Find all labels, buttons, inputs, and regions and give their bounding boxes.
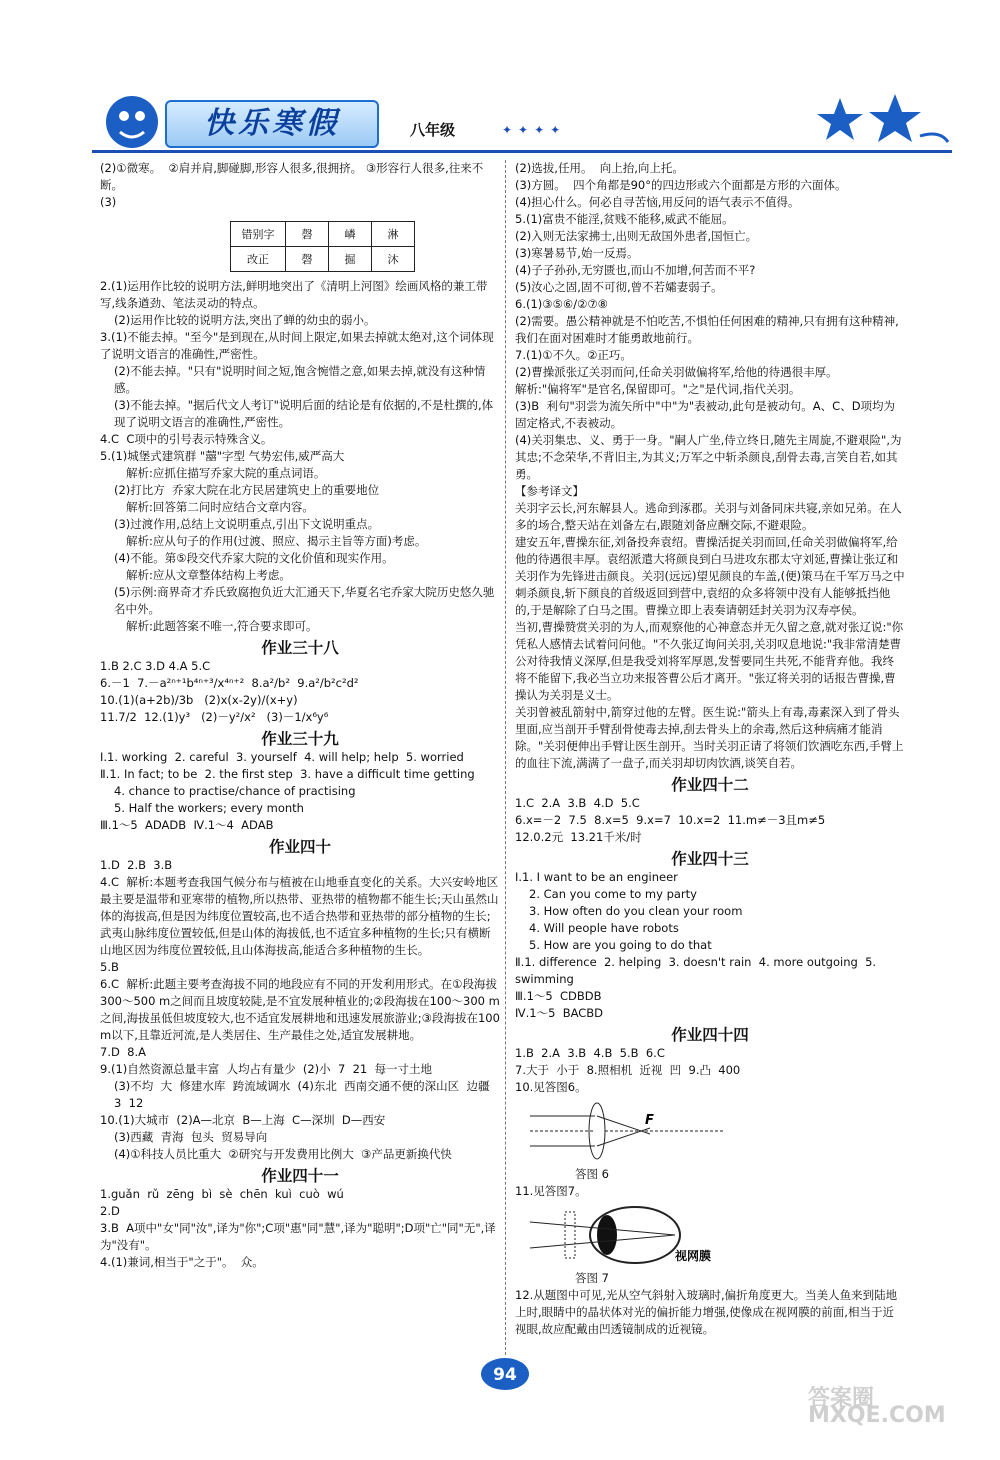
answer-line: 【参考译文】 — [515, 484, 584, 498]
answer-line: (4)子子孙孙,无穷匮也,而山不加增,何苦而不平? — [515, 263, 756, 277]
answer-line: 1.guǎn rǔ zēng bì sè chēn kuì cuò wú — [100, 1187, 344, 1201]
answer-line: (3) — [100, 195, 117, 209]
figure-caption: 答图 6 — [575, 1167, 609, 1181]
column-divider — [505, 160, 506, 1355]
table-cell: 错别字 — [231, 222, 286, 247]
section-title: 作业四十二 — [671, 775, 749, 794]
answer-line: 5. Half the workers; every month — [114, 801, 304, 815]
grade-label: 八年级 — [410, 121, 456, 139]
brand-title: 快乐寒假 — [204, 106, 340, 141]
retina-label: 视网膜 — [675, 1249, 712, 1263]
answer-line: (2)入则无法家拂士,出则无敌国外患者,国恒亡。 — [515, 229, 758, 243]
answer-line: 5. How are you going to do that — [529, 938, 712, 952]
answer-line: 2.(1)运用作比较的说明方法,鲜明地突出了《清明上河图》绘画风格的兼工带写,线条遒劲、笔法灵动的特点。 — [100, 279, 488, 310]
answer-line: (4)关羽集忠、义、勇于一身。"嗣人广坐,侍立终日,随先主周旋,不避艰险",为其忠;不念荣华,不背旧主,为其义;万军之中斩杀颜良,刮骨去毒,言笑自若,如其勇。 — [515, 433, 902, 481]
answer-line: (2)①微寒。 ②肩并肩,脚碰脚,形容人很多,很拥挤。 ③形容行人很多,往来不断。 — [100, 161, 484, 192]
answer-line: 7.大于 小于 8.照相机 近视 凹 9.凸 400 — [515, 1063, 741, 1077]
answer-line: Ⅳ.1～5 BACBD — [515, 1006, 604, 1020]
answer-line: 10.(1)大城市 (2)A—北京 B—上海 C—深圳 D—西安 — [100, 1113, 386, 1127]
answer-line: 解析:应从句子的作用(过渡、照应、揭示主旨等方面)考虑。 — [126, 534, 427, 548]
answer-line: (3)过渡作用,总结上文说明重点,引出下文说明重点。 — [114, 517, 380, 531]
answer-line: 6.x=－2 7.5 8.x=5 9.x=7 10.x=2 11.m≠－3且m≠5 — [515, 813, 826, 827]
answer-line: (5)示例:商界奇才乔氏致腐抱负近大汇通天下,华夏名宅乔家大院历史悠久驰名中外。 — [114, 585, 495, 616]
answer-line: 解析:应抓住描写乔家大院的重点词语。 — [126, 466, 326, 480]
answer-line: (2)曹操派张辽关羽而问,任命关羽做偏将军,给他的待遇很丰厚。 — [515, 365, 838, 379]
answer-line: (2)选拔,任用。 向上抬,向上托。 — [515, 161, 684, 175]
answer-line: 2. Can you come to my party — [529, 887, 697, 901]
answer-line: Ⅲ.1～5 CDBDB — [515, 989, 602, 1003]
right-column — [515, 160, 905, 1338]
answer-line: (3)寒暑易节,始一反焉。 — [515, 246, 639, 260]
table-cell: 淋 — [372, 222, 415, 247]
answer-line: (2)运用作比较的说明方法,突出了蝉的幼虫的弱小。 — [114, 313, 376, 327]
answer-line: 5.B — [100, 960, 119, 974]
answer-line: 9.(1)自然资源总量丰富 人均占有量少 (2)小 7 21 每一寸土地 — [100, 1062, 433, 1076]
answer-line: Ⅲ.1～5 ADADB Ⅳ.1～4 ADAB — [100, 818, 274, 832]
answer-line: (4)不能。第⑤段交代乔家大院的文化价值和现实作用。 — [114, 551, 394, 565]
lens-figure-6 — [525, 1096, 735, 1166]
answer-line: 解析:应从文章整体结构上考虑。 — [126, 568, 291, 582]
answer-line: (2)打比方 乔家大院在北方民居建筑史上的重要地位 — [114, 483, 380, 497]
answer-line: 3.(1)不能去掉。"至今"是到现在,从时间上限定,如果去掉就太绝对,这个词体现了说明文语言的准确性,严密性。 — [100, 330, 494, 361]
table-cell: 改正 — [231, 247, 286, 272]
answer-line: 当初,曹操赞赏关羽的为人,而观察他的心神意态并无久留之意,就对张辽说:"你凭私人感情去试着问问他。"不久张辽询问关羽,关羽叹息地说:"我非常清楚曹公对待我情义深厚,但是我受刘将军厚恩,发誓要同生共死,不能背弃他。我终将不能留下,我必当立功来报答曹公后才离开。"张辽将关羽的话报告曹操,曹操认为关羽是义士。 — [515, 620, 904, 702]
answer-line: (5)汝心之固,固不可彻,曾不若孀妻弱子。 — [515, 280, 723, 294]
table-cell: 磬 — [286, 247, 329, 272]
eye-figure-7 — [525, 1200, 735, 1270]
section-title: 作业三十八 — [261, 638, 339, 657]
answer-line: 解析:回答第二问时应结合文章内容。 — [126, 500, 314, 514]
answer-line: (3)方圆。 四个角都是90°的四边形或六个面都是方形的六面体。 — [515, 178, 847, 192]
answer-line: 1.B 2.C 3.D 4.A 5.C — [100, 659, 211, 673]
answer-line: 12.0.2元 13.21千米/时 — [515, 830, 642, 844]
answer-line: 1.B 2.A 3.B 4.B 5.B 6.C — [515, 1046, 665, 1060]
answer-line: 6.C 解析:此题主要考查海拔不同的地段应有不同的开发利用形式。在①段海拔300～500 m之间而且坡度较陡,是不宜发展种植业的;②段海拔在100～300 m之间,海拔虽低但坡度较大,也不适宜发展耕地和迅速发展旅游业;③段海拔在100 m以下,且靠近河流,是人类居住、生产最佳之处,适宜发展耕地。 — [100, 977, 504, 1042]
answer-line: 11.见答图7。 — [515, 1184, 587, 1198]
answer-line: 3.B A项中"女"同"汝",译为"你";C项"惠"同"慧",译为"聪明";D项"亡"同"无",译为"没有"。 — [100, 1221, 496, 1252]
answer-line: 解析:"偏将军"是官名,保留即可。"之"是代词,指代关羽。 — [515, 382, 801, 396]
answer-line: 6.－1 7.－a²ⁿ⁺¹b⁴ⁿ⁺³/x⁴ⁿ⁺² 8.a²/b² 9.a²/b²c²d² — [100, 676, 359, 690]
section-title: 作业四十三 — [671, 849, 749, 868]
table-cell: 磬 — [286, 222, 329, 247]
left-column — [100, 160, 504, 1271]
section-title: 作业四十一 — [261, 1166, 339, 1185]
answer-line: 11.7/2 12.(1)y³ (2)－y²/x² (3)－1/x⁶y⁶ — [100, 710, 329, 724]
section-title: 作业三十九 — [261, 729, 339, 748]
answer-line: (2)需要。愚公精神就是不怕吃苦,不惧怕任何困难的精神,只有拥有这种精神,我们在面对困难时才能勇敢地前行。 — [515, 314, 899, 345]
answer-line: (3)不均 大 修建水库 跨流域调水 (4)东北 西南交通不便的深山区 边疆 3 12 — [114, 1079, 497, 1110]
answer-line: 4.C 解析:本题考查我国气候分布与植被在山地垂直变化的关系。大兴安岭地区最主要是温带和亚寒带的植物,所以热带、亚热带的植物都不能生长;天山虽然山体的海拔高,但是因为纬度位置较高,也不适合热带和亚热带的部分植物的生长;武夷山脉纬度位置较低,但是山体的海拔低,也不适宜多种植物的生长;只有横断山地区因为纬度位置较低,且山体海拔高,能适合多种植物的生长。 — [100, 875, 499, 957]
answer-line: 关羽字云长,河东解县人。逃命到涿郡。关羽与刘备同床共寝,亲如兄弟。在人多的场合,整天站在刘备左右,跟随刘备应酬交际,不避艰险。 — [515, 501, 902, 532]
answer-line: 4.(1)兼词,相当于"之于"。 众。 — [100, 1255, 264, 1269]
table-cell: 嶙 — [329, 222, 372, 247]
answer-line: 4. Will people have robots — [529, 921, 679, 935]
answer-line: 10.见答图6。 — [515, 1080, 587, 1094]
answer-line: 关羽曾被乱箭射中,箭穿过他的左臂。医生说:"箭头上有毒,毒素深入到了骨头里面,应当剖开手臂刮骨使毒去掉,刮去骨头上的余毒,然后这种病痛才能消除。"关羽便伸出手臂让医生剖开。当时关羽正请了将领们饮酒吃东西,手臂上的血往下流,满满了一盘子,而关羽却切肉饮酒,谈笑自若。 — [515, 705, 904, 770]
answer-line: 12.从题图中可见,光从空气斜射入玻璃时,偏折角度更大。当美人鱼来到陆地上时,眼睛中的晶状体对光的偏折能力增强,使像成在视网膜的前面,相当于近视眼,故应配戴由凹透镜制成的近视镜。 — [515, 1288, 898, 1336]
focus-label: F — [645, 1113, 654, 1128]
answer-line: Ⅰ.1. working 2. careful 3. yourself 4. will help; help 5. worried — [100, 750, 464, 764]
answer-line: 10.(1)(a+2b)/3b (2)x(x-2y)/(x+y) — [100, 693, 298, 707]
answer-line: 1.C 2.A 3.B 4.D 5.C — [515, 796, 640, 810]
page-number: 94 — [493, 1365, 517, 1385]
figure-block — [515, 1096, 905, 1338]
answer-line: 1.D 2.B 3.B — [100, 858, 173, 872]
answer-line: 解析:此题答案不唯一,符合要求即可。 — [126, 619, 318, 633]
answer-line: 5.(1)城堡式建筑群 "囍"字型 气势宏伟,威严高大 — [100, 449, 345, 463]
answer-line: 4.C C项中的引号表示特殊含义。 — [100, 432, 273, 446]
typo-correction-table — [230, 221, 415, 272]
answer-line: Ⅱ.1. In fact; to be 2. the first step 3. have a difficult time getting — [100, 767, 475, 781]
answer-line: (4)①科技人员比重大 ②研究与开发费用比例大 ③产品更新换代快 — [114, 1147, 452, 1161]
section-title: 作业四十 — [268, 837, 331, 856]
answer-line: (3)西藏 青海 包头 贸易导向 — [114, 1130, 268, 1144]
answer-line: Ⅰ.1. I want to be an engineer — [515, 870, 678, 884]
section-title: 作业四十四 — [671, 1025, 749, 1044]
answer-line: 建安五年,曹操东征,刘备投奔袁绍。曹操活捉关羽而回,任命关羽做偏将军,给他的待遇很丰厚。袁绍派遣大将颜良到白马进攻东郡太守刘延,曹操让张辽和关羽作为先锋进击颜良。关羽(远远)望见颜良的车盖,(便)策马在千军万马之中刺杀颜良,斩下颜良的首级返回到营中,袁绍的众多将领中没有人能够抵挡他的,于是解除了白马之围。曹操立即上表奏请朝廷封关羽为汉寿亭侯。 — [515, 535, 905, 617]
answer-line: 4. chance to practise/chance of practising — [114, 784, 356, 798]
answer-line: (2)不能去掉。"只有"说明时间之短,饱含惋惜之意,如果去掉,就没有这种情感。 — [114, 364, 486, 395]
brand-banner — [165, 100, 379, 148]
watermark: 答案圈 MXQE.COM — [808, 1386, 946, 1428]
star-logo — [810, 90, 950, 150]
header-rule — [92, 150, 952, 153]
answer-line: (3)B 利句"羽尝为流矢所中"中"为"表被动,此句是被动句。A、C、D项均为固定格式,不表被动。 — [515, 399, 896, 430]
answer-line: 5.(1)富贵不能淫,贫贱不能移,威武不能屈。 — [515, 212, 734, 226]
answer-line: 7.(1)①不久。②正巧。 — [515, 348, 632, 362]
answer-line: 6.(1)③⑤⑥/②⑦⑧ — [515, 297, 608, 311]
page-number-badge — [475, 1352, 535, 1392]
page-header — [0, 0, 1000, 160]
answer-line: 2.D — [100, 1204, 120, 1218]
answer-line: Ⅱ.1. difference 2. helping 3. doesn't rain 4. more outgoing 5. swimming — [515, 955, 880, 986]
table-cell: 掘 — [329, 247, 372, 272]
table-cell: 沐 — [372, 247, 415, 272]
answer-line: (4)担心什么。何必自寻苦恼,用反问的语气表示不值得。 — [515, 195, 800, 209]
answer-line: 7.D 8.A — [100, 1045, 146, 1059]
star-decoration: ✦✦✦✦ — [502, 123, 567, 137]
answer-line: (3)不能去掉。"据后代文人考订"说明后面的结论是有依据的,不是杜撰的,体现了说明文语言的准确性,严密性。 — [114, 398, 494, 429]
answer-line: 3. How often do you clean your room — [529, 904, 743, 918]
mascot-logo — [92, 88, 172, 154]
figure-caption: 答图 7 — [575, 1271, 609, 1285]
